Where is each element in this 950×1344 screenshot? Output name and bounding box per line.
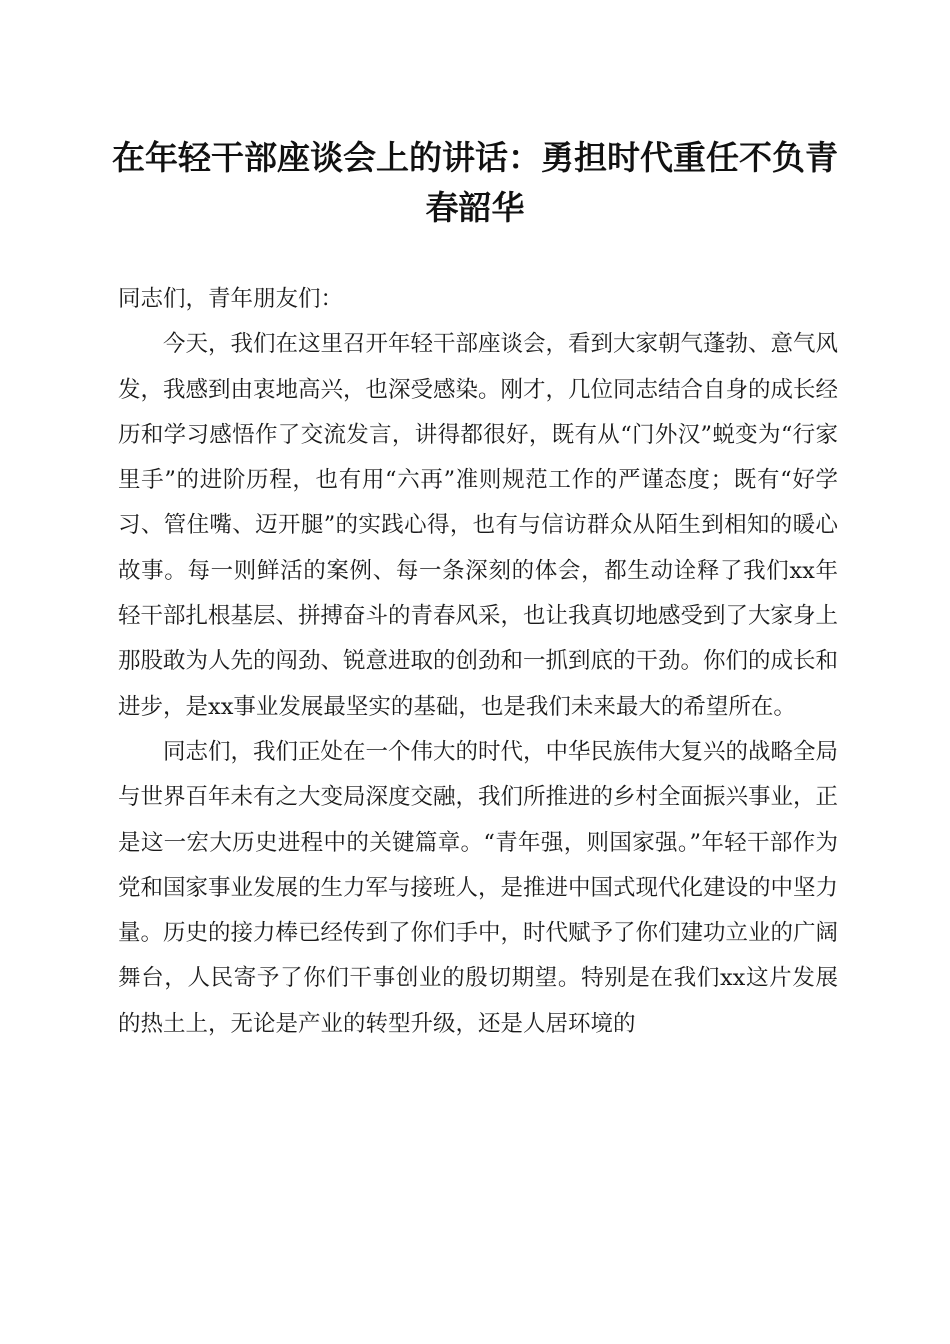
document-title: 在年轻干部座谈会上的讲话：勇担时代重任不负青春韶华	[112, 138, 838, 227]
document-body	[118, 277, 838, 1047]
paragraph: 同志们，我们正处在一个伟大的时代，中华民族伟大复兴的战略全局与世界百年未有之大变局深度交融，我们所推进的乡村全面振兴事业，正是这一宏大历史进程中的关键篇章。“青年强，则国家强。”年轻干部作为党和国家事业发展的生力军与接班人，是推进中国式现代化建设的中坚力量。历史的接力棒已经传到了你们手中，时代赋予了你们建功立业的广阔舞台，人民寄予了你们干事创业的殷切期望。特别是在我们xx这片发展的热土上，无论是产业的转型升级，还是人居环境的	[118, 738, 839, 1037]
salutation: 同志们，青年朋友们：	[118, 286, 344, 312]
paragraph: 今天，我们在这里召开年轻干部座谈会，看到大家朝气蓬勃、意气风发，我感到由衷地高兴，也深受感染。刚才，几位同志结合自身的成长经历和学习感悟作了交流发言，讲得都很好，既有从“门外汉”蜕变为“行家里手”的进阶历程，也有用“六再”准则规范工作的严谨态度；既有“好学习、管住嘴、迈开腿”的实践心得，也有与信访群众从陌生到相知的暖心故事。每一则鲜活的案例、每一条深刻的体会，都生动诠释了我们xx年轻干部扎根基层、拼搏奋斗的青春风采，也让我真切地感受到了大家身上那股敢为人先的闯劲、锐意进取的创劲和一抓到底的干劲。你们的成长和进步，是xx事业发展最坚实的基础，也是我们未来最大的希望所在。	[118, 331, 839, 720]
